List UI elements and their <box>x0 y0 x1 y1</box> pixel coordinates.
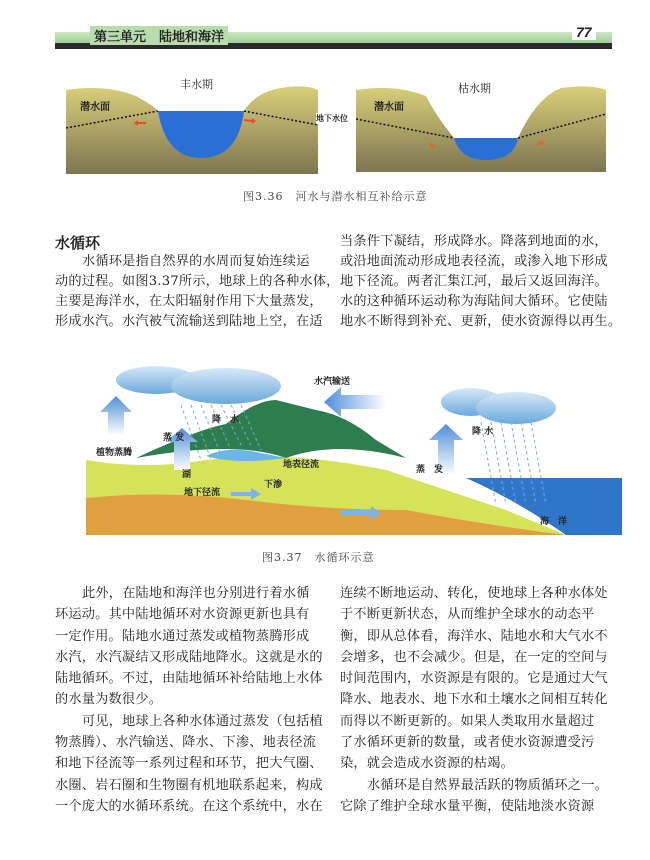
text-line: 衡，即从总体看，海洋水、陆地水和大气水不 <box>340 628 608 644</box>
text-line: 陆地循环。不过，由陆地循环补给陆地上水体 <box>55 671 323 687</box>
text-line: 形成水汽。水汽被气流输送到陆地上空，在适 <box>55 314 323 329</box>
evaporation-land-label: 蒸 发 <box>163 433 185 443</box>
text-line: 地水不断得到补充、更新，使水资源得以再生。 <box>340 314 622 329</box>
surface-runoff-label: 地表径流 <box>283 460 320 470</box>
text-line: 于不断更新状态，从而维护全球水的动态平 <box>340 607 595 623</box>
figure-3-36 <box>0 0 650 210</box>
text-line: 降水、地表水、地下水和土壤水之间相互转化 <box>340 692 608 708</box>
text-line: 地下径流。两者汇集江河，最后又返回海洋。 <box>340 274 608 289</box>
text-line: 染，就会造成水资源的枯竭。 <box>340 756 515 772</box>
sea-evaporation-label: 蒸 发 <box>416 465 444 475</box>
intro-left-column <box>55 252 340 332</box>
text-line: 时间范围内，水资源是有限的。它是通过大气 <box>340 671 608 687</box>
text-line: 的水量为数很少。 <box>55 692 163 708</box>
text-line: 水循环是自然界最活跃的物质循环之一。 <box>367 777 608 793</box>
text-line: 环运动。其中陆地循环对水资源更新也具有 <box>55 607 310 623</box>
figure-3-36-caption: 图3.36 河水与潜水相互补给示意 <box>243 190 428 203</box>
body-right-column <box>340 583 608 817</box>
lake-label: 湖 <box>182 470 192 480</box>
cloud-icon <box>116 366 281 404</box>
precipitation-sea-label: 降 水 <box>472 427 494 437</box>
text-line: 水的这种循环运动称为海陆间大循环。它使陆 <box>340 294 608 309</box>
water-cycle-diagram <box>86 360 622 535</box>
text-line: 而得以不断更新的。如果人类取用水量超过 <box>340 713 595 729</box>
phreatic-surface-label-right: 潜水面 <box>374 102 404 113</box>
phreatic-surface-label-left: 潜水面 <box>80 102 110 113</box>
text-line: 一个庞大的水循环系统。在这个系统中，水在 <box>55 798 323 814</box>
text-line: 连续不断地运动、转化，使地球上各种水体处 <box>340 586 608 601</box>
groundwater-runoff-label: 地下径流 <box>184 488 221 498</box>
body-left-column <box>55 583 323 817</box>
text-line: 可见，地球上各种水体通过蒸发（包括植 <box>82 713 323 729</box>
text-line: 主要是海洋水，在太阳辐射作用下大量蒸发， <box>55 294 323 309</box>
low-water-title: 枯水期 <box>458 82 491 95</box>
text-line: 动的过程。如图3.37所示，地球上的各种水体， <box>55 274 340 289</box>
vapor-transport-label: 水汽输送 <box>314 377 351 387</box>
text-line: 水圈、岩石圈和生物圈有机地联系起来，构成 <box>55 777 323 793</box>
text-line: 或沿地面流动形成地表径流，或渗入地下形成 <box>340 254 608 269</box>
text-line: 了水循环更新的数量，或者使水资源遭受污 <box>340 735 595 751</box>
infiltration-label: 下渗 <box>264 480 283 490</box>
text-line: 物蒸腾）、水汽输送、降水、下渗、地表径流 <box>55 735 317 751</box>
text-line: 会增多，也不会减少。但是，在一定的空间与 <box>340 649 608 665</box>
figure-3-37 <box>0 350 650 570</box>
text-line: 一定作用。陆地水通过蒸发或植物蒸腾形成 <box>55 628 310 644</box>
page-number: 77 <box>572 24 596 40</box>
text-line: 水循环是指自然界的水周而复始连续运 <box>82 254 310 269</box>
text-line: 此外，在陆地和海洋也分别进行着水循 <box>82 586 310 601</box>
ocean-label: 海 洋 <box>540 517 568 527</box>
vapor-transport-arrow-icon <box>324 387 386 417</box>
text-line: 当条件下凝结，形成降水。降落到地面的水， <box>340 234 608 249</box>
precipitation-land-label: 降 水 <box>212 415 240 425</box>
text-line: 和地下径流等一系列过程和环节，把大气圈、 <box>55 756 323 772</box>
intro-right-column <box>340 232 621 332</box>
text-line: 水汽，水汽凝结又形成陆地降水。这就是水的 <box>55 649 323 665</box>
water-table-label: 地下水位 <box>316 114 348 123</box>
text-line: 它除了维护全球水量平衡，使陆地淡水资源 <box>340 798 595 814</box>
transpiration-arrow-icon <box>100 396 132 435</box>
figure-3-37-caption: 图3.37 水循环示意 <box>262 551 375 564</box>
cloud-icon <box>441 388 556 424</box>
section-heading: 水循环 <box>55 234 101 252</box>
transpiration-label: 植物蒸腾 <box>96 448 133 458</box>
high-water-title: 丰水期 <box>180 78 213 91</box>
unit-title: 第三单元 陆地和海洋 <box>90 26 228 45</box>
